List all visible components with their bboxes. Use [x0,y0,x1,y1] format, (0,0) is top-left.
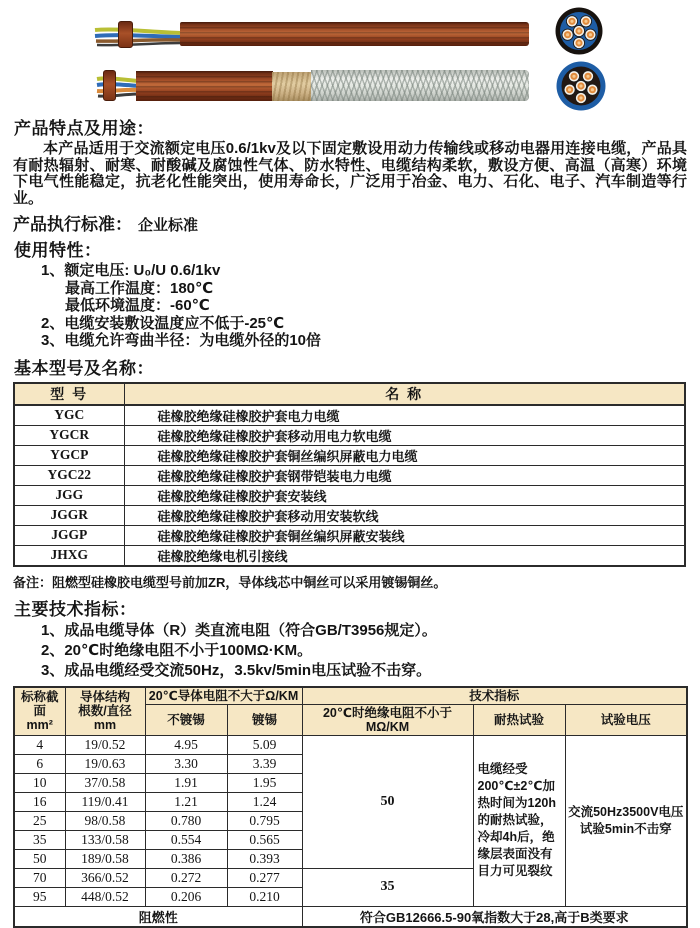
cell-tinned: 1.95 [227,773,302,792]
column-header-resistance: 20℃导体电阻不大于Ω/KM [145,687,302,705]
section-title-features: 产品特点及用途： [14,119,154,138]
column-header-voltage: 试验电压 [565,704,687,735]
features-paragraph: 本产品适用于交流额定电压0.6/1kv及以下固定敷设用动力传输线或移动电器用连接电缆，产品具有耐热辐射、耐寒、耐酸碱及腐蚀性气体、防水特性、电缆结构柔软，敷设方便、高温（高寒）环境下电气性能稳定，抗老化性能突出，使用寿命长，广泛用于冶金、电力、石化、电子、汽车制造等行业。 [13,140,687,207]
table-row [14,405,685,426]
cell-tinned: 1.24 [227,792,302,811]
cell-untinned: 4.95 [145,735,227,754]
tech-item: 1、成品电缆导体（R）类直流电阻（符合GB/T3956规定）。 [41,621,437,639]
cell-section: 6 [14,754,65,773]
table-row [14,525,685,545]
section-title-standard: 产品执行标准： [13,215,132,234]
cable-photo-wire-braid [311,70,529,101]
table-row [14,465,685,485]
standard-value: 企业标准 [138,217,199,234]
cross-section-blue-image [555,7,603,55]
cell-section: 70 [14,868,65,887]
cell-section: 95 [14,887,65,906]
cell-structure: 37/0.58 [65,773,145,792]
cell-untinned: 1.21 [145,792,227,811]
tech-item: 2、20℃时绝缘电阻不小于100MΩ·KM。 [41,641,313,659]
model-name: 硅橡胶绝缘硅橡胶护套铜丝编织屏蔽安装线 [124,525,685,545]
section-title-tech: 主要技术指标： [14,599,137,619]
tech-item: 3、成品电缆经受交流50Hz，3.5kv/5min电压试验不击穿。 [41,661,432,679]
cable-photo-inner-sheath [136,71,273,101]
model-code: YGCR [14,425,124,445]
model-code: JGGP [14,525,124,545]
usage-item: 3、电缆允许弯曲半径：为电缆外径的10倍 [41,332,322,349]
cell-section: 16 [14,792,65,811]
cell-section: 35 [14,830,65,849]
cell-flame-label: 阻燃性 [14,906,302,927]
cell-tinned: 0.565 [227,830,302,849]
cell-heat-test: 电缆经受200℃±2℃加热时间为120h的耐热试验，冷却4h后，绝缘层表面没有目力可见裂纹 [473,735,565,906]
usage-item: 1、额定电压: U₀/U 0.6/1kv [41,262,221,279]
table-row [14,425,685,445]
cell-insulation-50: 50 [302,735,473,868]
column-header-insulation: 20℃时绝缘电阻不小于MΩ/KM [302,704,473,735]
model-code: YGC22 [14,465,124,485]
cell-untinned: 1.91 [145,773,227,792]
model-code: YGCP [14,445,124,465]
column-header-section: 标称截面 mm² [14,687,65,736]
table-row [14,485,685,505]
cell-tinned: 0.210 [227,887,302,906]
table-row [14,735,687,754]
table-header-row [14,383,685,405]
cell-untinned: 3.30 [145,754,227,773]
cell-structure: 98/0.58 [65,811,145,830]
cable-photo-solid-jacket [180,22,529,46]
table-header-row [14,687,687,705]
column-header-name: 名 称 [124,383,685,405]
model-name: 硅橡胶绝缘硅橡胶护套电力电缆 [124,405,685,426]
cell-structure: 189/0.58 [65,849,145,868]
cell-untinned: 0.206 [145,887,227,906]
cell-section: 50 [14,849,65,868]
cell-tinned: 0.277 [227,868,302,887]
model-name: 硅橡胶绝缘硅橡胶护套移动用安装软线 [124,505,685,525]
stripped-wires-image [95,73,140,100]
cross-section-black-image [556,61,606,111]
usage-subitem: 最高工作温度：180℃ [65,279,214,297]
column-header-model: 型 号 [14,383,124,405]
model-name: 硅橡胶绝缘硅橡胶护套移动用电力软电缆 [124,425,685,445]
model-code: JHXG [14,545,124,566]
table-row [14,545,685,566]
cell-section: 25 [14,811,65,830]
model-name-table [13,382,686,567]
column-header-untinned: 不镀锡 [145,704,227,735]
cell-tinned: 3.39 [227,754,302,773]
section-title-models: 基本型号及名称： [14,358,154,378]
cell-untinned: 0.780 [145,811,227,830]
section-title-usage: 使用特性： [14,241,102,260]
model-name: 硅橡胶绝缘硅橡胶护套安装线 [124,485,685,505]
cell-structure: 19/0.63 [65,754,145,773]
usage-subitem: 最低环境温度：-60℃ [65,297,210,314]
cell-test-voltage: 交流50Hz3500V电压试验5min不击穿 [565,735,687,906]
cell-structure: 133/0.58 [65,830,145,849]
cable-collar [103,70,116,101]
column-header-structure: 导体结构 根数/直径 mm [65,687,145,736]
model-name: 硅橡胶绝缘硅橡胶护套铜丝编织屏蔽电力电缆 [124,445,685,465]
cell-tinned: 0.393 [227,849,302,868]
cell-section: 10 [14,773,65,792]
table-row [14,445,685,465]
cable-photo-filler-wrap [272,72,312,101]
cell-section: 4 [14,735,65,754]
spec-table [13,686,688,928]
stripped-wires-image [93,23,183,48]
cell-structure: 448/0.52 [65,887,145,906]
standard-line [13,210,687,232]
cell-untinned: 0.272 [145,868,227,887]
cell-structure: 119/0.41 [65,792,145,811]
column-header-heat: 耐热试验 [473,704,565,735]
cell-structure: 19/0.52 [65,735,145,754]
cell-structure: 366/0.52 [65,868,145,887]
column-header-tech-group: 技术指标 [302,687,687,705]
cell-tinned: 0.795 [227,811,302,830]
usage-item: 2、电缆安装敷设温度应不低于-25℃ [41,314,285,332]
table-row-flame [14,906,687,927]
cell-untinned: 0.554 [145,830,227,849]
table-row [14,505,685,525]
cell-untinned: 0.386 [145,849,227,868]
column-header-tinned: 镀锡 [227,704,302,735]
model-code: JGG [14,485,124,505]
cell-flame-value: 符合GB12666.5-90氧指数大于28,高于B类要求 [302,906,687,927]
cell-insulation-35: 35 [302,868,473,906]
table-footnote: 备注：阻燃型硅橡胶电缆型号前加ZR，导体线芯中铜丝可以采用镀锡铜丝。 [13,574,447,590]
model-name: 硅橡胶绝缘电机引接线 [124,545,685,566]
cell-tinned: 5.09 [227,735,302,754]
product-photos [0,0,700,110]
cable-collar [118,21,133,48]
model-code: JGGR [14,505,124,525]
model-code: YGC [14,405,124,426]
model-name: 硅橡胶绝缘硅橡胶护套钢带铠装电力电缆 [124,465,685,485]
